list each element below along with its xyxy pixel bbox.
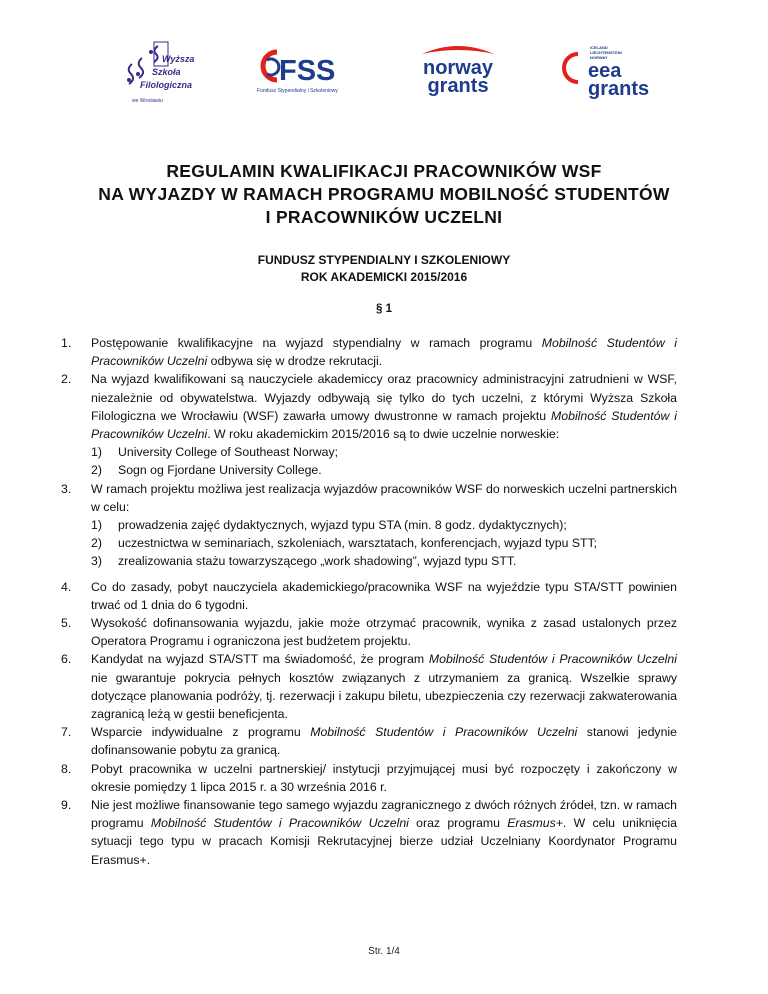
sub-list-item [91, 534, 677, 552]
item-text: Pobyt pracownika w uczelni partnerskiej/ instytucji przyjmującej musi być rozpoczęty i zakończony w okresie pomiędzy 1 lipca 2015 r. a 30 września 2016 r. [91, 761, 677, 794]
list-item [61, 578, 677, 614]
program-name: Mobilność Studentów i Pracowników Uczelni [91, 336, 677, 369]
item-text: Wysokość dofinansowania wyjazdu, jakie może otrzymać pracownik, wynika z zasad ustalonych przez Operatora Programu i ograniczona jest budżetem projektu. [91, 616, 677, 649]
page-number: Str. 1/4 [368, 946, 400, 957]
sub-list-item [91, 461, 677, 479]
sub-list-item [91, 516, 677, 534]
eea-small1: ICELAND [590, 45, 608, 50]
program-name: Mobilność Studentów i Pracowników Uczelni [150, 816, 409, 831]
logo-bar [0, 0, 768, 120]
list-item [61, 723, 677, 759]
sub-item-text: prowadzenia zajęć dydaktycznych, wyjazd typu STA (min. 8 godz. dydaktycznych); [118, 518, 567, 533]
item-text: . W roku akademickim 2015/2016 są to dwie uczelnie norweskie: [207, 427, 560, 442]
sub-list-item [91, 443, 677, 461]
item-text: stanowi jedynie dofinansowanie pobytu za granicą. [91, 725, 677, 758]
list-item [61, 370, 678, 479]
wsf-emblem-icon [118, 40, 208, 110]
norway-line2: grants [427, 75, 489, 97]
item-text: W ramach projektu możliwa jest realizacja wyjazdów pracowników WSF do norweskich uczelni partnerskich w celu: [91, 481, 677, 514]
item-number: 8. [61, 761, 72, 776]
sub-item-number: 2) [91, 463, 102, 478]
program-name: Mobilność Studentów i Pracowników Uczelni [91, 408, 678, 442]
title-line-3: I PRACOWNIKÓW UCZELNI [265, 207, 503, 227]
item-number: 9. [61, 798, 72, 813]
sub-item-number: 3) [91, 554, 102, 569]
fss-logo [255, 44, 355, 96]
fss-emblem-icon [255, 44, 355, 96]
sub-item-text: uczestnictwa w seminariach, szkoleniach, warsztatach, konferencjach, wyjazd typu STT; [118, 536, 598, 551]
document-title [40, 160, 728, 229]
sub-item-number: 2) [91, 536, 102, 551]
sub-item-number: 1) [91, 445, 102, 460]
sub-item-number: 1) [91, 518, 102, 533]
list-item [61, 796, 677, 869]
eea-small2: LIECHTENSTEIN [590, 50, 622, 55]
item-text: Kandydat na wyjazd STA/STT ma świadomość, że program [91, 652, 429, 667]
item-text: Na wyjazd kwalifikowani są nauczyciele akademiccy oraz pracownicy administracyjni zatrudnieni w WSF, niezależnie od obywatelstwa. Wyjazdy odbywają się tylko do tych uczelni, z którymi Wyższa Szkoła Filologiczna we Wrocławiu (WSF) zawarła umowy dwustronne w ramach projektu [91, 372, 677, 423]
item-number: 5. [61, 616, 72, 631]
program-name: Erasmus+ [507, 816, 563, 831]
item-text: nie gwarantuje pokrycia pełnych kosztów związanych z utrzymaniem za granicą. Wszelkie sprawy dotyczące planowania podróży, tj. rezerwacji i zakupu biletu, ubezpieczenia czy rezerwacji zakwaterowania zagranicą leżą w gestii beneficjenta. [91, 670, 677, 722]
sub-item-text: University College of Southeast Norway; [118, 445, 339, 460]
sub-list [91, 443, 677, 479]
norway-grants-icon [412, 44, 504, 98]
item-number: 7. [61, 725, 72, 740]
eea-small3: NORWAY [590, 55, 608, 60]
fss-sub: Fundusz Stypendialny i Szkoleniowy [257, 88, 338, 94]
eea-line1: eea [588, 60, 622, 82]
wsf-line2: Szkoła [152, 67, 181, 77]
wsf-logo [118, 40, 208, 110]
item-number: 1. [61, 336, 72, 350]
item-text: Co do zasady, pobyt nauczyciela akademickiego/pracownika WSF na wyjeździe typu STA/STT powinien trwać od 1 dnia do 6 tygodni. [91, 579, 677, 612]
title-line-1: REGULAMIN KWALIFIKACJI PRACOWNIKÓW WSF [166, 161, 602, 181]
subtitle-line-1: FUNDUSZ STYPENDIALNY I SZKOLENIOWY [257, 253, 511, 267]
eea-grants-icon [560, 44, 652, 100]
regulation-list [61, 334, 678, 869]
list-item [61, 480, 677, 571]
document-subtitle [40, 252, 728, 286]
sub-item-text: Sogn og Fjordane University College. [118, 463, 322, 478]
item-text: oraz programu [408, 816, 508, 831]
item-number: 4. [61, 579, 72, 594]
norway-line1: norway [422, 57, 494, 79]
program-name: Mobilność Studentów i Pracowników Uczelni [428, 652, 677, 667]
eea-grants-logo [560, 44, 652, 100]
list-item [61, 614, 677, 650]
item-text: Wsparcie indywidualne z programu [91, 725, 311, 740]
section-heading: § 1 [376, 303, 392, 315]
sub-item-text: zrealizowania stażu towarzyszącego „work shadowing”, wyjazd typu STT. [118, 554, 517, 569]
item-number: 3. [61, 481, 72, 496]
item-text: Nie jest możliwe finansowanie tego samego wyjazdu zagranicznego z dwóch różnych źródeł, tzn. w ramach programu [91, 798, 677, 831]
list-item [61, 760, 677, 796]
item-text: odbywa się w drodze rekrutacji. [207, 354, 383, 369]
document-body [61, 334, 678, 869]
wsf-line3: Filologiczna [140, 80, 193, 90]
subtitle-line-2: ROK AKADEMICKI 2015/2016 [300, 270, 468, 284]
eea-line2: grants [588, 78, 650, 100]
program-name: Mobilność Studentów i Pracowników Uczelni [310, 725, 578, 740]
item-number: 2. [61, 372, 72, 387]
wsf-line4: we Wrocławiu [132, 98, 163, 104]
sub-list [91, 516, 677, 571]
fss-name: FSS [279, 55, 336, 87]
list-item [61, 334, 677, 370]
norway-grants-logo [412, 44, 504, 98]
item-number: 6. [61, 652, 72, 667]
item-text: . W celu uniknięcia sytuacji tego typu w pracach Komisji Rekrutacyjnej bierze udział Uczelniany Koordynator Programu Erasmus+. [91, 816, 677, 867]
title-line-2: NA WYJAZDY W RAMACH PROGRAMU MOBILNOŚĆ STUDENTÓW [98, 184, 670, 204]
sub-list-item [91, 552, 677, 570]
wsf-line1: Wyższa [162, 54, 195, 64]
item-text: Postępowanie kwalifikacyjne na wyjazd stypendialny w ramach programu [91, 336, 542, 350]
list-item [61, 650, 677, 723]
